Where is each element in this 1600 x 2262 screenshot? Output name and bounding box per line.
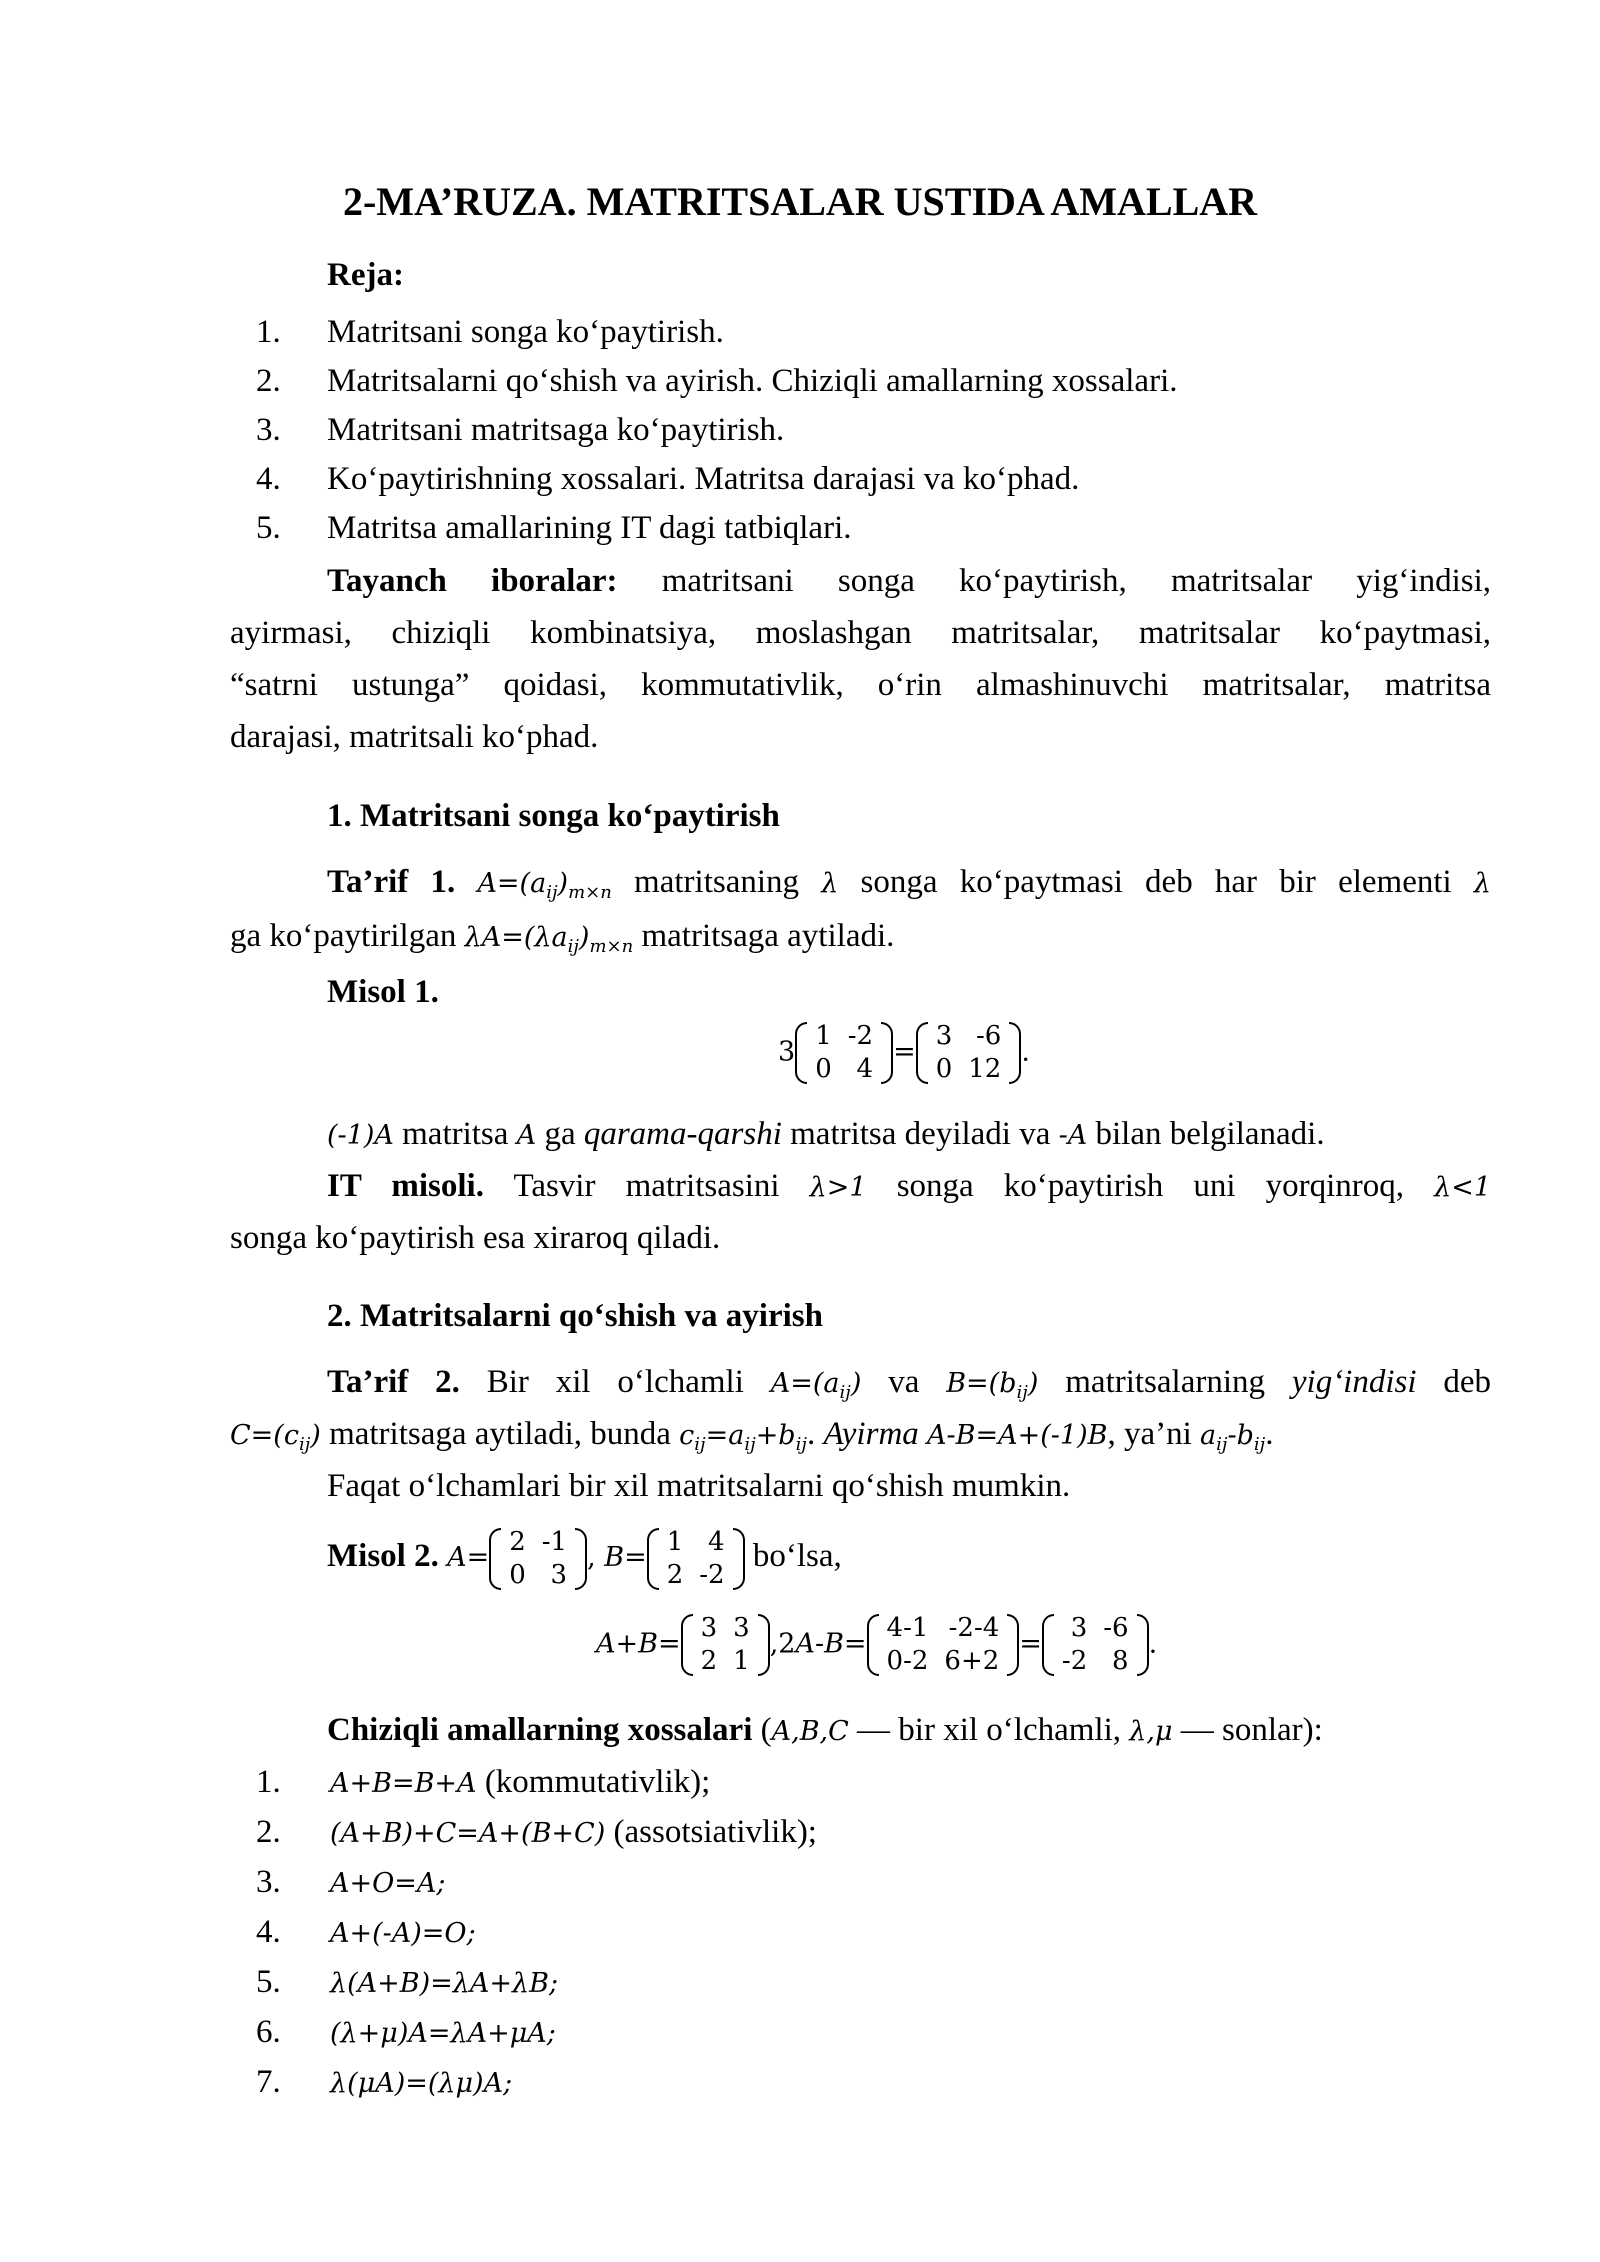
section-1-heading: 1. Matritsani songa ko‘paytirish xyxy=(327,798,780,834)
property-formula: A+B=B+A xyxy=(330,1768,477,1799)
negative-term: qarama-qarshi xyxy=(583,1116,782,1152)
matrix-cell: -1 xyxy=(541,1526,568,1557)
property-formula: (A+B)+C=A+(B+C) xyxy=(330,1818,606,1849)
formula: $C=(c_{ij})$ xyxy=(230,1420,321,1455)
matrix-cell: 6+2 xyxy=(944,1646,1000,1676)
matrix xyxy=(681,1612,770,1678)
matrix-cell: 0-2 xyxy=(886,1646,929,1676)
formula: A= 2 -1 0 3 , B= 1 4 2 -2 xyxy=(447,1542,745,1573)
definition-2-text: matritsalarning xyxy=(1065,1364,1266,1400)
matrix-cell: -6 xyxy=(1103,1613,1129,1643)
definition-2-text: matritsaga aytiladi, bunda xyxy=(329,1416,671,1452)
plan-item: Matritsa amallarining IT dagi tatbiqlari. xyxy=(327,510,852,546)
properties-text: — sonlar): xyxy=(1180,1712,1323,1748)
matrix-cell: 0 xyxy=(509,1559,526,1590)
plan-heading: Reja: xyxy=(327,257,404,293)
property-item xyxy=(330,1762,710,1804)
it-example-label: IT misoli. xyxy=(327,1168,484,1204)
plan-item-number: 5. xyxy=(256,510,281,546)
matrix-cell: -2-4 xyxy=(948,1613,1000,1643)
property-number: 5. xyxy=(256,1964,281,2000)
matrix-cell: 4 xyxy=(856,1054,874,1084)
formula: A-B=A+(-1)B xyxy=(927,1420,1108,1451)
definition-2-line-2: $C=(c_{ij})$ matritsaga aytiladi, bunda $c_{ij}=a_{ij}+b_{ij}$. Ayirma A-B=A+(-1)B, ya’ni $a_{ij}-b_{ij}$. xyxy=(230,1416,1274,1455)
matrix xyxy=(795,1020,893,1086)
definition-2-note: Faqat o‘lchamlari bir xil matritsalarni qo‘shish mumkin. xyxy=(327,1468,1071,1504)
formula: A xyxy=(516,1120,537,1151)
it-example-text: Tasvir matritsasini xyxy=(513,1168,780,1204)
plan-item-number: 4. xyxy=(256,461,281,497)
property-formula: A+(-A)=O; xyxy=(330,1918,476,1949)
formula: λ xyxy=(821,868,839,899)
definition-1-label: Ta’rif 1. xyxy=(327,864,456,900)
properties-heading-line: Chiziqli amallarning xossalari (A,B,C — bir xil o‘lchamli, λ,μ — sonlar): xyxy=(327,1712,1323,1748)
matrix-cell: 1 xyxy=(666,1526,684,1557)
formula: -A xyxy=(1058,1120,1088,1151)
formula: λ>1 xyxy=(809,1172,867,1203)
property-item xyxy=(330,1912,476,1954)
definition-2-text: , ya’ni xyxy=(1107,1416,1192,1452)
keywords-line-2: ayirmasi, chiziqli kombinatsiya, moslashgan matritsalar, matritsalar ko‘paytmasi, xyxy=(230,615,1491,651)
definition-2-term: yig‘indisi xyxy=(1291,1364,1417,1400)
formula: $A=(a_{ij})$ xyxy=(770,1368,862,1403)
definition-1-line-1 xyxy=(327,862,1491,913)
matrix xyxy=(489,1526,587,1592)
formula: λ,μ xyxy=(1129,1716,1173,1747)
property-formula: A+O=A; xyxy=(330,1868,446,1899)
property-note: (kommutativlik); xyxy=(476,1764,711,1800)
matrix-cell: 3 xyxy=(935,1021,953,1051)
formula: (-1)A xyxy=(327,1120,394,1151)
formula: $B=(b_{ij})$ xyxy=(946,1368,1039,1403)
formula: $A=(a_{ij})_{m\times n}$ xyxy=(477,868,612,903)
matrix xyxy=(647,1526,745,1592)
matrix-cell: 4 xyxy=(708,1526,725,1557)
matrix-cell: 4-1 xyxy=(886,1613,929,1643)
matrix-cell: 0 xyxy=(935,1054,953,1084)
matrix-cell: 1 xyxy=(815,1021,832,1051)
plan-item-number: 1. xyxy=(256,314,281,350)
matrix xyxy=(916,1020,1022,1086)
property-number: 4. xyxy=(256,1914,281,1950)
example-2-line xyxy=(327,1516,842,1598)
property-number: 3. xyxy=(256,1864,281,1900)
definition-2-text: va xyxy=(888,1364,920,1400)
matrix-cell: 3 xyxy=(550,1559,568,1590)
definition-1-line-2 xyxy=(230,916,894,967)
definition-1-text: ga ko‘paytirilgan xyxy=(230,918,457,954)
definition-1-text: matritsaga aytiladi. xyxy=(641,918,895,954)
property-item xyxy=(330,1862,445,1904)
plan-item-number: 3. xyxy=(256,412,281,448)
plan-item: Matritsani matritsaga ko‘paytirish. xyxy=(327,412,785,448)
property-note: (assotsiativlik); xyxy=(605,1814,817,1850)
keywords-text: matritsani songa ko‘paytirish, matritsalar yig‘indisi, xyxy=(661,563,1492,599)
properties-heading: Chiziqli amallarning xossalari xyxy=(327,1712,753,1748)
it-example-text: songa ko‘paytirish uni yorqinroq, xyxy=(896,1168,1405,1204)
definition-2-label: Ta’rif 2. xyxy=(327,1364,460,1400)
formula: $c_{ij}=a_{ij}+b_{ij}$ xyxy=(679,1420,807,1455)
negative-text: matritsa deyiladi va xyxy=(790,1116,1051,1152)
it-example-line-2: songa ko‘paytirish esa xiraroq qiladi. xyxy=(230,1220,721,1256)
definition-2-term: Ayirma xyxy=(823,1416,919,1452)
definition-2-text: Bir xil o‘lchamli xyxy=(486,1364,744,1400)
matrix-cell: 3 xyxy=(1070,1613,1088,1643)
matrix-cell: -2 xyxy=(847,1021,874,1051)
matrix-cell: 2 xyxy=(509,1526,526,1557)
definition-1-text: matritsaning xyxy=(634,864,800,900)
keywords-line-1 xyxy=(327,561,1491,601)
matrix-cell: 3 xyxy=(733,1613,750,1643)
formula: λ<1 xyxy=(1434,1172,1492,1203)
property-item xyxy=(330,1812,817,1854)
matrix-cell: 8 xyxy=(1112,1646,1129,1676)
matrix-cell: 2 xyxy=(700,1646,718,1676)
matrix-cell: -6 xyxy=(976,1021,1002,1051)
negative-text: bilan belgilanadi. xyxy=(1095,1116,1325,1152)
matrix-cell: 12 xyxy=(968,1054,1002,1084)
formula: $a_{ij}-b_{ij}$ xyxy=(1200,1420,1266,1455)
plan-item: Ko‘paytirishning xossalari. Matritsa darajasi va ko‘phad. xyxy=(327,461,1080,497)
property-number: 7. xyxy=(256,2064,281,2100)
it-example-line-1 xyxy=(327,1166,1491,1208)
plan-item: Matritsalarni qo‘shish va ayirish. Chiziqli amallarning xossalari. xyxy=(327,363,1178,399)
negative-text: ga xyxy=(544,1116,576,1152)
keywords-label: Tayanch iboralar: xyxy=(327,563,618,599)
property-item xyxy=(330,1962,558,2004)
matrix xyxy=(867,1612,1020,1678)
example-2-text: bo‘lsa, xyxy=(752,1538,842,1574)
definition-2-line-1 xyxy=(327,1362,1491,1413)
page-title: 2-MA’RUZA. MATRITSALAR USTIDA AMALLAR xyxy=(342,179,1258,224)
plan-item-number: 2. xyxy=(256,363,281,399)
property-number: 2. xyxy=(256,1814,281,1850)
negative-text: matritsa xyxy=(402,1116,509,1152)
matrix-cell: 1 xyxy=(733,1646,750,1676)
property-item xyxy=(330,2062,512,2104)
example-2-results: A+B= 3 3 2 1 ,2A-B= 4-1 -2-4 0-2 6+2 = 3 -6 -2 8 . xyxy=(596,1613,1158,1676)
definition-1-text: songa ko‘paytmasi deb har bir elementi xyxy=(860,864,1452,900)
property-number: 6. xyxy=(256,2014,281,2050)
example-1-scalar: 3 xyxy=(778,1036,796,1068)
matrix-cell: -2 xyxy=(1061,1646,1088,1676)
keywords-line-4: darajasi, matritsali ko‘phad. xyxy=(230,719,599,755)
property-number: 1. xyxy=(256,1764,281,1800)
property-formula: λ(A+B)=λA+λB; xyxy=(330,1968,559,1999)
properties-text: — bir xil o‘lchamli, xyxy=(857,1712,1121,1748)
formula: A,B,C xyxy=(771,1716,849,1747)
formula: λ xyxy=(1473,868,1492,899)
keywords-line-3: “satrni ustunga” qoidasi, kommutativlik, o‘rin almashinuvchi matritsalar, matritsa xyxy=(230,667,1491,703)
definition-2-text: deb xyxy=(1443,1364,1492,1400)
property-formula: λ(μA)=(λμ)A; xyxy=(330,2068,513,2099)
plan-item: Matritsani songa ko‘paytirish. xyxy=(327,314,724,350)
matrix-cell: 0 xyxy=(815,1054,832,1084)
example-2-label: Misol 2. xyxy=(327,1538,439,1574)
matrix-cell: -2 xyxy=(699,1559,725,1590)
example-1-equation: 3 1 -2 0 4 = 3 -6 0 12 . xyxy=(778,1021,1030,1084)
matrix-cell: 3 xyxy=(700,1613,718,1643)
property-item xyxy=(330,2012,556,2054)
matrix xyxy=(1042,1612,1149,1678)
property-formula: (λ+μ)A=λA+μA; xyxy=(330,2018,556,2049)
section-2-heading: 2. Matritsalarni qo‘shish va ayirish xyxy=(327,1298,823,1334)
formula: $\lambda A=(\lambda a_{ij})_{m\times n}$ xyxy=(464,922,634,957)
matrix-cell: 2 xyxy=(666,1559,684,1590)
negative-matrix-line xyxy=(327,1114,1325,1156)
example-1-label: Misol 1. xyxy=(327,974,439,1010)
